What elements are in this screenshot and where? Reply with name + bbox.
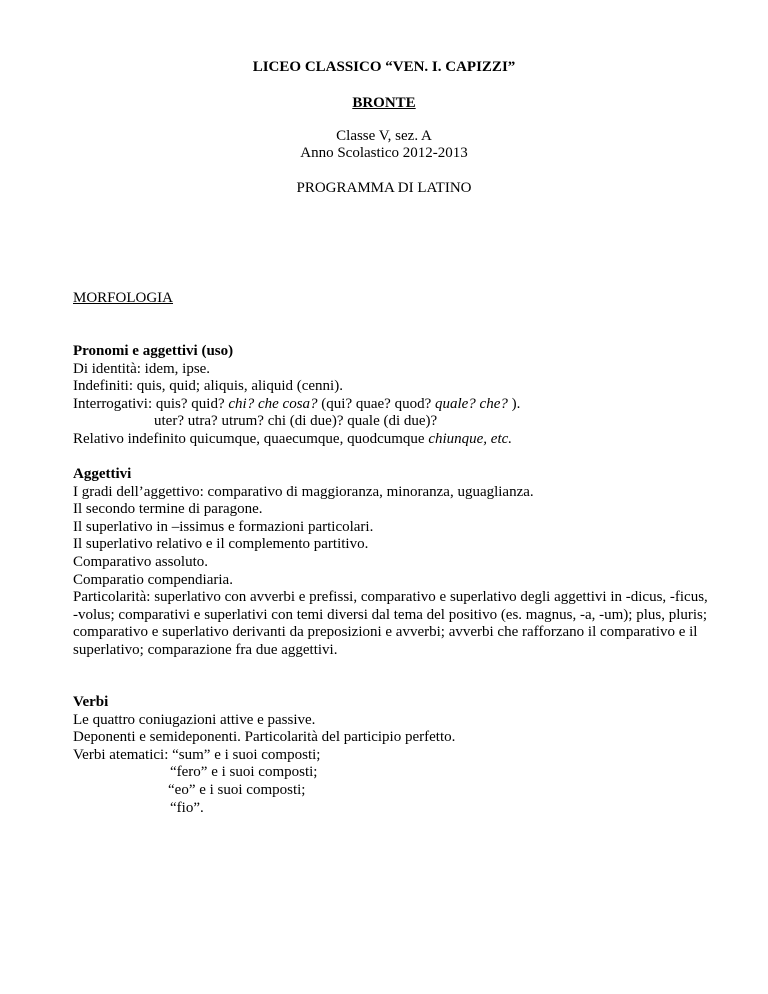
verbi-section [73, 694, 713, 817]
verbi-line-3: Verbi atematici: “sum” e i suoi composti; [73, 746, 321, 763]
pronomi-interrogativi-2: uter? utra? utrum? chi (di due)? quale (di due)? [154, 413, 438, 430]
aggettivi-line-1: I gradi dell’aggettivo: comparativo di maggioranza, minoranza, uguaglianza. [73, 483, 534, 500]
verbi-line-1: Le quattro coniugazioni attive e passive. [73, 711, 316, 728]
verbi-heading: Verbi [73, 694, 109, 710]
program-title: PROGRAMMA DI LATINO [296, 180, 472, 196]
pronomi-identita: Di identità: idem, ipse. [73, 360, 211, 377]
relativo-text-a: Relativo indefinito quicumque, quaecumque, quodcumque [73, 430, 429, 447]
school-year: Anno Scolastico 2012-2013 [300, 145, 468, 161]
section-title: MORFOLOGIA [73, 290, 174, 306]
pronomi-indefiniti: Indefiniti: quis, quid; aliquis, aliquid (cenni). [73, 378, 343, 395]
pronomi-heading: Pronomi e aggettivi (uso) [73, 343, 234, 359]
city-name: BRONTE [352, 95, 416, 111]
verbi-line-6: “fio”. [170, 799, 204, 816]
aggettivi-line-5: Comparativo assoluto. [73, 553, 208, 570]
aggettivi-line-4: Il superlativo relativo e il complemento partitivo. [73, 536, 369, 553]
interrogativi-text-a: Interrogativi: quis? quid? [73, 395, 229, 412]
relativo-text-b: chiunque, etc. [428, 430, 513, 447]
pronomi-section [73, 343, 713, 449]
pronomi-relativo [73, 431, 713, 449]
interrogativi-text-d: quale? che? [434, 395, 508, 412]
verbi-line-5: “eo” e i suoi composti; [168, 781, 306, 798]
verbi-line-4: “fero” e i suoi composti; [170, 764, 318, 781]
aggettivi-heading: Aggettivi [73, 466, 132, 482]
aggettivi-section [73, 466, 713, 660]
aggettivi-particolarita: Particolarità: superlativo con avverbi e prefissi, comparativo e superlativo degli aggettivi in -dicus, -ficus, -volus; comparativi e superlativi con temi diversi dal tema del positivo (es. magnus, -a, -um); plus, pluris; comparativo e superlativo derivanti da preposizioni e avverbi; avverbi che rafforzano il comparativo e il superlativo; comparazione fra due aggettivi. [73, 589, 708, 658]
aggettivi-line-3: Il superlativo in –issimus e formazioni particolari. [73, 518, 374, 535]
verbi-line-2: Deponenti e semideponenti. Particolarità del participio perfetto. [73, 729, 456, 746]
pronomi-interrogativi [73, 396, 713, 414]
interrogativi-text-c: (qui? quae? quod? [317, 395, 435, 412]
aggettivi-line-6: Comparatio compendiaria. [73, 571, 233, 588]
school-name: LICEO CLASSICO “VEN. I. CAPIZZI” [252, 59, 516, 75]
class-label: Classe V, sez. A [336, 128, 432, 144]
interrogativi-text-e: ). [507, 395, 521, 412]
aggettivi-line-2: Il secondo termine di paragone. [73, 501, 263, 518]
interrogativi-text-b: chi? che cosa? [228, 395, 318, 412]
